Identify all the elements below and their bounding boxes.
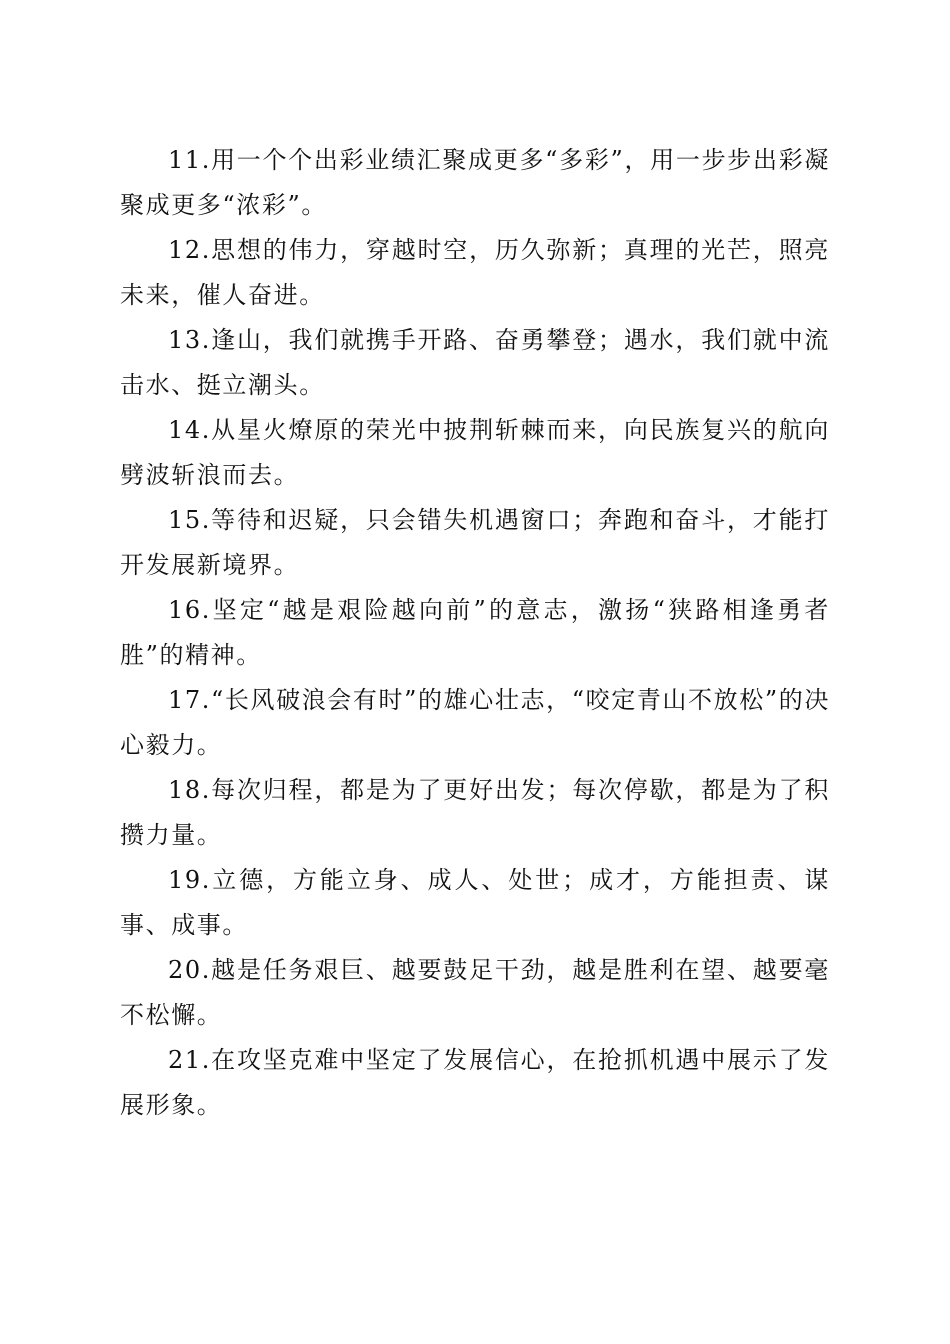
- list-item: 20.越是任务艰巨、越要鼓足干劲，越是胜利在望、越要毫不松懈。: [120, 956, 830, 1029]
- list-item: 16.坚定“越是艰险越向前”的意志，激扬“狭路相逢勇者胜”的精神。: [120, 596, 830, 669]
- list-item: 19.立德，方能立身、成人、处世；成才，方能担责、谋事、成事。: [120, 866, 830, 939]
- list-item: 17.“长风破浪会有时”的雄心壮志，“咬定青山不放松”的决心毅力。: [120, 686, 830, 759]
- list-item: 18.每次归程，都是为了更好出发；每次停歇，都是为了积攒力量。: [120, 776, 830, 849]
- list-item: 13.逢山，我们就携手开路、奋勇攀登；遇水，我们就中流击水、挺立潮头。: [120, 326, 830, 399]
- list-item: 21.在攻坚克难中坚定了发展信心，在抢抓机遇中展示了发展形象。: [120, 1046, 830, 1119]
- list-item: 14.从星火燎原的荣光中披荆斩棘而来，向民族复兴的航向劈波斩浪而去。: [120, 416, 830, 489]
- list-item: 11.用一个个出彩业绩汇聚成更多“多彩”，用一步步出彩凝聚成更多“浓彩”。: [120, 146, 830, 219]
- list-item: 12.思想的伟力，穿越时空，历久弥新；真理的光芒，照亮未来，催人奋进。: [120, 236, 830, 309]
- document-body: [120, 138, 830, 1128]
- list-item: 15.等待和迟疑，只会错失机遇窗口；奔跑和奋斗，才能打开发展新境界。: [120, 506, 830, 579]
